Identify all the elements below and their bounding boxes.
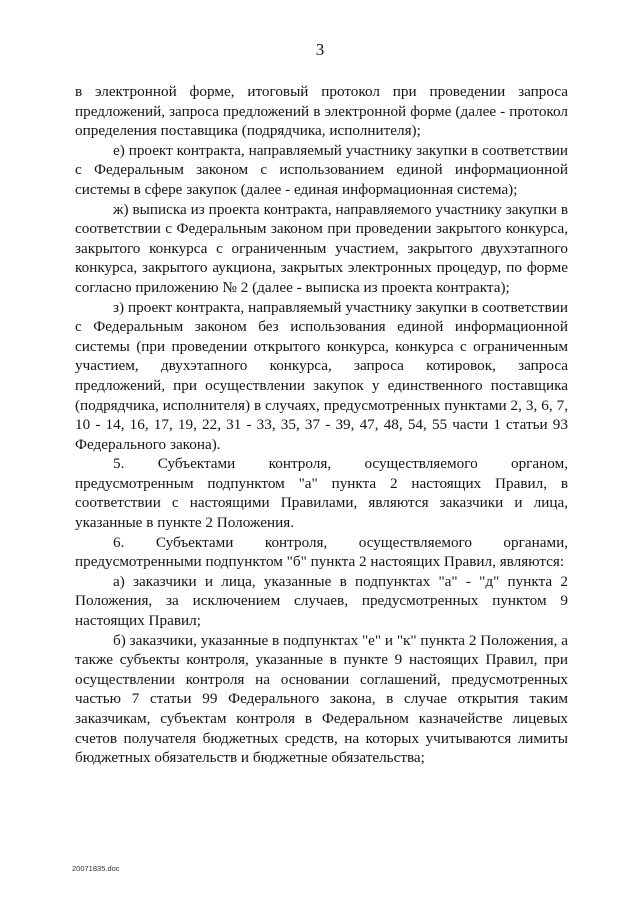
paragraph-item-b: б) заказчики, указанные в подпунктах "е" и "к" пункта 2 Положения, а также субъекты контроля, указанные в пункте 9 настоящих Правил, при осуществлении контроля на основании соглашений, предусмотренных частью 7 статьи 99 Федерального закона, в случае открытия таким заказчикам, субъектам контроля в Федеральном казначействе лицевых счетов получателя бюджетных средств, на которых учитываются лимиты бюджетных обязательств и бюджетные обязательства;	[75, 631, 568, 767]
document-body	[75, 82, 568, 768]
page-number: 3	[315, 40, 325, 59]
footer-filename: 20071835.doc	[72, 864, 120, 873]
paragraph-item-z: з) проект контракта, направляемый участнику закупки в соответствии с Федеральным законом без использования единой информационной системы (при проведении открытого конкурса, конкурса с ограниченным участием, двухэтапного конкурса, запроса котировок, запроса предложений, при осуществлении закупок у единственного поставщика (подрядчика, исполнителя) в случаях, предусмотренных пунктами 2, 3, 6, 7, 10 - 14, 16, 17, 19, 22, 31 - 33, 35, 37 - 39, 47, 48, 54, 55 части 1 статьи 93 Федерального закона).	[75, 298, 568, 453]
paragraph-section-6: 6. Субъектами контроля, осуществляемого органами, предусмотренными подпунктом "б" пункта 2 настоящих Правил, являются:	[75, 533, 568, 571]
paragraph: в электронной форме, итоговый протокол при проведении запроса предложений, запроса предложений в электронной форме (далее - протокол определения поставщика (подрядчика, исполнителя);	[75, 83, 568, 140]
paragraph-item-a: а) заказчики и лица, указанные в подпунктах "а" - "д" пункта 2 Положения, за исключением случаев, предусмотренных пунктом 9 настоящих Правил;	[75, 572, 568, 630]
paragraph-item-zh: ж) выписка из проекта контракта, направляемого участнику закупки в соответствии с Федеральным законом при проведении закрытого конкурса, закрытого конкурса с ограниченным участием, закрытого двухэтапного конкурса, закрытого аукциона, закрытых электронных процедур, по форме согласно приложению № 2 (далее - выписка из проекта контракта);	[75, 200, 568, 296]
paragraph-item-e: е) проект контракта, направляемый участнику закупки в соответствии с Федеральным законом с использованием единой информационной системы в сфере закупок (далее - единая информационная система);	[75, 141, 568, 198]
paragraph-section-5: 5. Субъектами контроля, осуществляемого органом, предусмотренным подпунктом "а" пункта 2 настоящих Правил, в соответствии с настоящими Правилами, являются заказчики и лица, указанные в пункте 2 Положения.	[75, 455, 568, 532]
